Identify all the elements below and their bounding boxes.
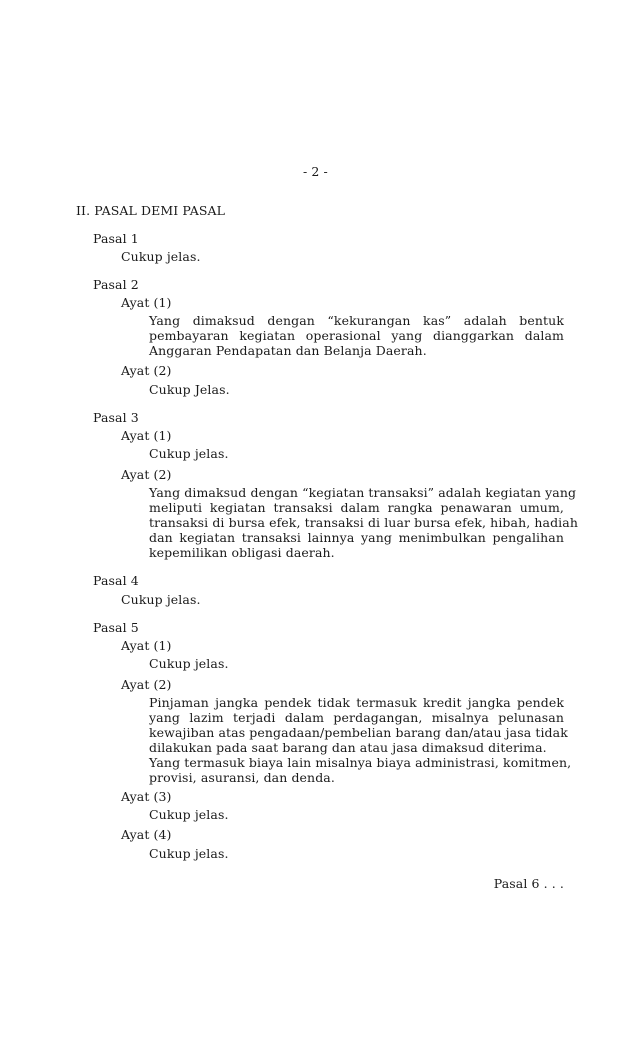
- pasal-2-ayat-1-text: [149, 313, 564, 358]
- paragraph-line: provisi, asuransi, dan denda.: [149, 770, 335, 785]
- paragraph-line: Yang termasuk biaya lain misalnya biaya administrasi, komitmen,: [149, 755, 572, 770]
- pasal-1-title: Pasal 1: [93, 231, 139, 246]
- paragraph-line: transaksi di bursa efek, transaksi di luar bursa efek, hibah, hadiah: [149, 515, 578, 530]
- paragraph-line: kewajiban atas pengadaan/pembelian barang dan/atau jasa tidak: [149, 725, 568, 740]
- continuation-marker: Pasal 6 . . .: [493, 876, 564, 891]
- pasal-2-ayat-2-text: Cukup Jelas.: [149, 382, 230, 397]
- paragraph-line: Pinjaman jangka pendek tidak termasuk kredit jangka pendek: [149, 695, 564, 710]
- pasal-5-ayat-4-label: Ayat (4): [121, 827, 172, 842]
- paragraph-line: Yang dimaksud dengan “kekurangan kas” adalah bentuk: [149, 313, 564, 328]
- paragraph-line: Yang dimaksud dengan “kegiatan transaksi” adalah kegiatan yang: [149, 485, 577, 500]
- pasal-5-ayat-3-label: Ayat (3): [121, 789, 172, 804]
- paragraph-line: meliputi kegiatan transaksi dalam rangka penawaran umum,: [149, 500, 564, 515]
- paragraph-line: dilakukan pada saat barang dan atau jasa dimaksud diterima.: [149, 740, 547, 755]
- pasal-3-ayat-1-label: Ayat (1): [121, 428, 172, 443]
- pasal-3-ayat-2-text: [149, 485, 578, 560]
- pasal-5-title: Pasal 5: [93, 620, 139, 635]
- pasal-5-ayat-2-label: Ayat (2): [121, 677, 172, 692]
- paragraph-line: pembayaran kegiatan operasional yang dianggarkan dalam: [149, 328, 564, 343]
- paragraph-line: dan kegiatan transaksi lainnya yang menimbulkan pengalihan: [149, 530, 564, 545]
- pasal-5-ayat-1-label: Ayat (1): [121, 638, 172, 653]
- pasal-3-ayat-2-label: Ayat (2): [121, 467, 172, 482]
- pasal-3-title: Pasal 3: [93, 410, 139, 425]
- pasal-5-ayat-3-text: Cukup jelas.: [149, 807, 229, 822]
- pasal-5-ayat-4-text: Cukup jelas.: [149, 846, 229, 861]
- pasal-2-title: Pasal 2: [93, 277, 139, 292]
- page-number: - 2 -: [303, 164, 328, 179]
- pasal-2-ayat-2-label: Ayat (2): [121, 363, 172, 378]
- pasal-5-ayat-2-text: [149, 695, 572, 785]
- paragraph-line: Anggaran Pendapatan dan Belanja Daerah.: [149, 343, 427, 358]
- pasal-2-ayat-1-label: Ayat (1): [121, 295, 172, 310]
- section-title: II. PASAL DEMI PASAL: [76, 203, 226, 218]
- pasal-4-body: Cukup jelas.: [121, 592, 201, 607]
- pasal-3-ayat-1-text: Cukup jelas.: [149, 446, 229, 461]
- paragraph-line: kepemilikan obligasi daerah.: [149, 545, 335, 560]
- pasal-1-body: Cukup jelas.: [121, 249, 201, 264]
- pasal-4-title: Pasal 4: [93, 573, 139, 588]
- pasal-5-ayat-1-text: Cukup jelas.: [149, 656, 229, 671]
- paragraph-line: yang lazim terjadi dalam perdagangan, misalnya pelunasan: [149, 710, 564, 725]
